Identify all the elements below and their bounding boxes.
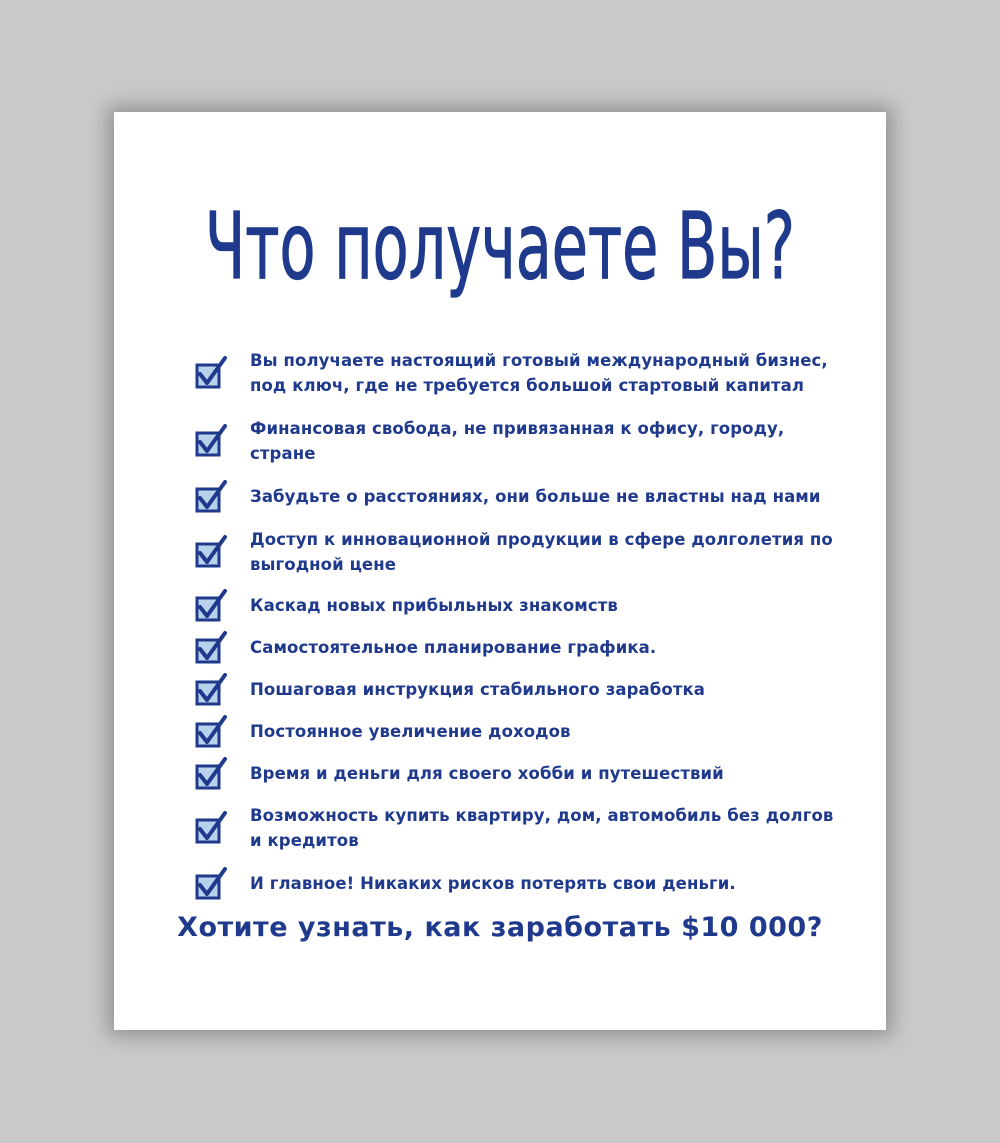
poster-sheet <box>114 112 886 1030</box>
benefit-item <box>194 677 834 702</box>
checked-box-icon <box>194 811 228 845</box>
checked-box-icon <box>194 480 228 514</box>
headline-graphic <box>114 160 886 340</box>
benefit-text: Вы получаете настоящий готовый международный бизнес, под ключ, где не требуется большой стартовый капитал <box>250 351 828 395</box>
benefit-text: Постоянное увеличение доходов <box>250 722 571 741</box>
benefit-text: Доступ к инновационной продукции в сфере долголетия по выгодной цене <box>250 530 833 574</box>
benefit-text: Финансовая свобода, не привязанная к офису, городу, стране <box>250 419 785 463</box>
benefit-item <box>194 719 834 744</box>
benefit-text: Забудьте о расстояниях, они больше не властны над нами <box>250 487 821 506</box>
checked-box-icon <box>194 535 228 569</box>
benefit-item <box>194 416 834 466</box>
benefit-item <box>194 527 834 577</box>
benefit-item <box>194 635 834 660</box>
checked-box-icon <box>194 424 228 458</box>
benefit-item <box>194 484 834 509</box>
checked-box-icon <box>194 589 228 623</box>
benefit-item <box>194 348 834 398</box>
benefit-item <box>194 871 834 896</box>
checked-box-icon <box>194 757 228 791</box>
benefits-list <box>194 348 834 896</box>
benefit-item <box>194 803 834 853</box>
checked-box-icon <box>194 867 228 901</box>
checked-box-icon <box>194 356 228 390</box>
headline <box>114 160 886 340</box>
benefit-text: Возможность купить квартиру, дом, автомобиль без долгов и кредитов <box>250 806 834 850</box>
benefit-item <box>194 761 834 786</box>
benefit-text: Каскад новых прибыльных знакомств <box>250 596 618 615</box>
benefit-text: Самостоятельное планирование графика. <box>250 638 657 657</box>
headline-text: Что получаете Вы? <box>205 193 795 300</box>
benefit-text: Пошаговая инструкция стабильного заработка <box>250 680 706 699</box>
benefit-text: И главное! Никаких рисков потерять свои деньги. <box>250 874 736 893</box>
checked-box-icon <box>194 715 228 749</box>
call-to-action: Хотите узнать, как заработать $10 000? <box>177 912 823 943</box>
benefit-item <box>194 593 834 618</box>
checked-box-icon <box>194 631 228 665</box>
checked-box-icon <box>194 673 228 707</box>
benefit-text: Время и деньги для своего хобби и путешествий <box>250 764 724 783</box>
